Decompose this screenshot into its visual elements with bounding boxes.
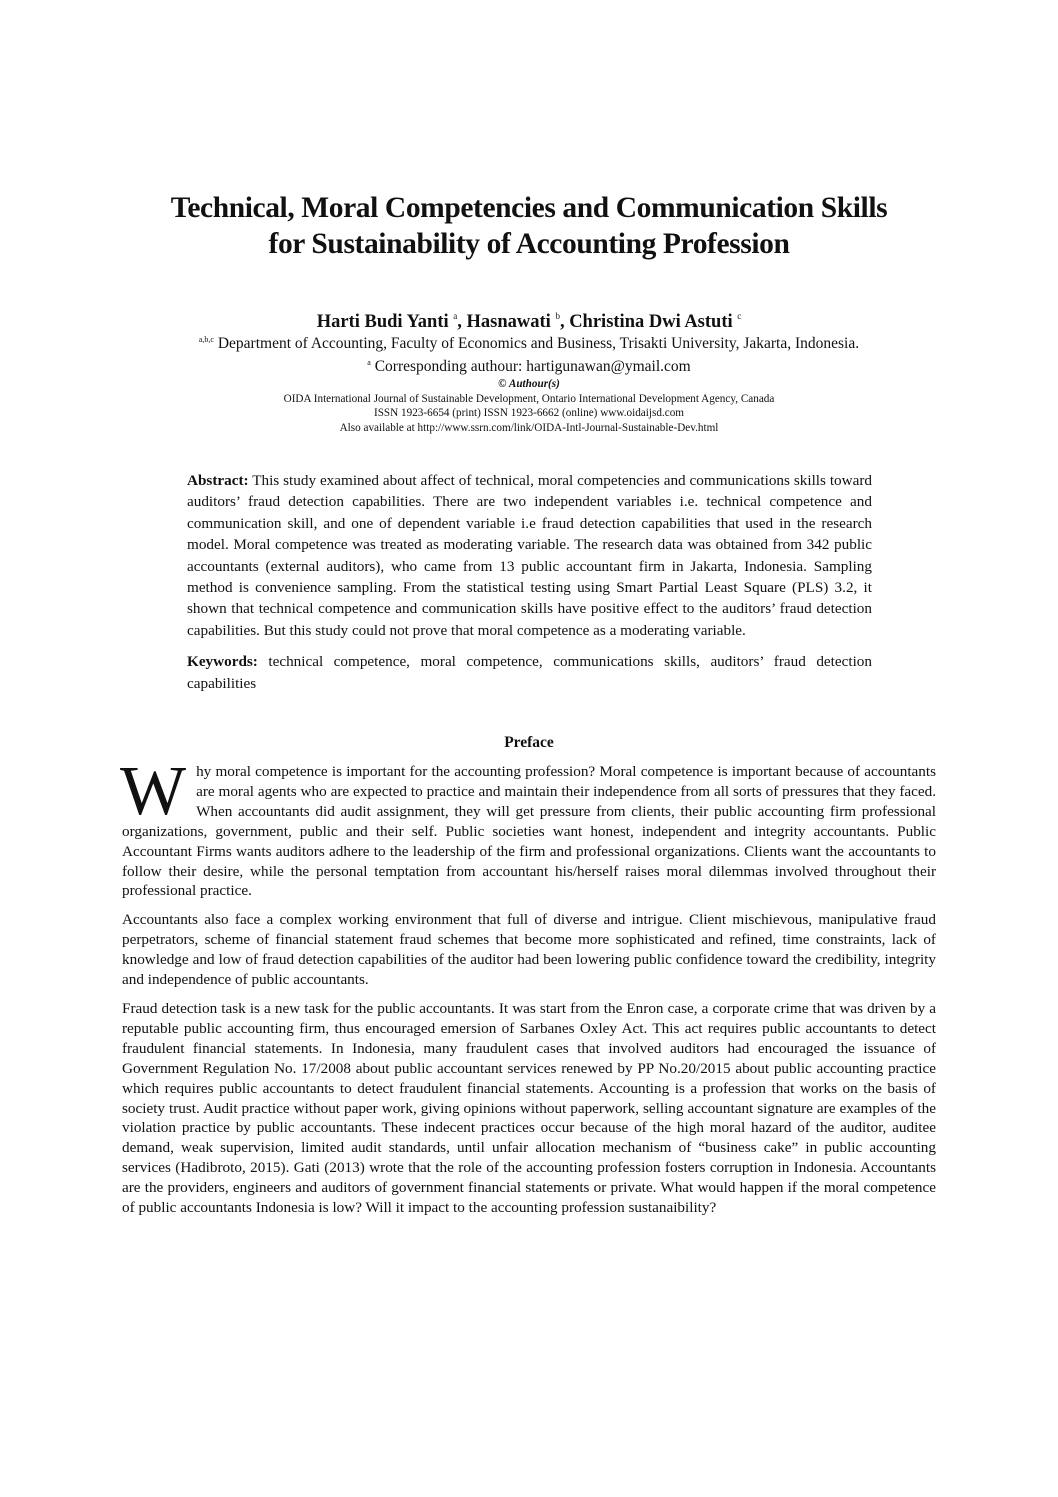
affiliation-superscript: a,b,c [198, 335, 214, 344]
author-separator: , [559, 312, 570, 332]
journal-name: OIDA International Journal of Sustainable Development, Ontario International Development Agency, Canada [283, 392, 775, 405]
keywords-label: Keywords: [187, 653, 258, 671]
abstract-paragraph [187, 470, 872, 641]
author-name: Hasnawati [466, 312, 551, 332]
affiliation-line [100, 330, 958, 353]
title-line-2: for Sustainability of Accounting Profession [268, 228, 790, 260]
corresponding-superscript: a [367, 358, 371, 367]
section-heading-preface: Preface [504, 734, 554, 751]
availability-link[interactable]: Also available at http://www.ssrn.com/link/OIDA-Intl-Journal-Sustainable-Dev.html [339, 421, 719, 434]
author-affiliation [100, 330, 958, 376]
abstract-section [187, 470, 872, 694]
author-name: Christina Dwi Astuti [569, 312, 733, 332]
paper-title [100, 190, 958, 262]
keywords-text: technical competence, moral competence, communications skills, auditors’ fraud detection capabilities [187, 653, 872, 692]
preface-body [120, 753, 936, 1227]
author-superscript: c [737, 311, 742, 321]
author-list [100, 305, 958, 333]
publication-info [150, 377, 908, 435]
abstract-label: Abstract: [187, 472, 249, 489]
body-paragraph: Accountants also face a complex working environment that full of diverse and intrigue. Client mischievous, manipulative fraud perpetrators, scheme of financial statement fraud schemes that become more sophisticated and refined, time constraints, lack of knowledge and low of fraud detection capabilities of the auditor had been lowering public confidence toward the credibility, integrity and independence of public accountants. [122, 911, 936, 989]
corresponding-author-line [100, 353, 958, 376]
drop-cap-letter: W [120, 753, 187, 830]
copyright-notice: © Authour(s) [498, 378, 560, 390]
keywords-paragraph [187, 651, 872, 694]
abstract-text: This study examined about affect of technical, moral competencies and communications skills toward auditors’ fraud detection capabilities. There are two independent variables i.e. technical competence and communication skill, and one of dependent variable i.e fraud detection capabilities that used in the research model. Moral competence was treated as moderating variable. The research data was obtained from 342 public accountants (external auditors), who came from 13 public accountant firm in Jakarta, Indonesia. Sampling method is convenience sampling. From the statistical testing using Smart Partial Least Square (PLS) 3.2, it shown that technical competence and communication skills have positive effect to the auditors’ fraud detection capabilities. But this study could not prove that moral competence as a moderating variable. [187, 472, 872, 639]
author-superscript: a [453, 311, 458, 321]
author-separator: , [457, 312, 467, 332]
title-line-1: Technical, Moral Competencies and Communication Skills [170, 192, 888, 224]
body-paragraph: Fraud detection task is a new task for the public accountants. It was start from the Enron case, a corporate crime that was driven by a reputable public accounting firm, thus encouraged emersion of Sarbanes Oxley Act. This act requires public accountants to detect fraudulent financial statements. In Indonesia, many fraudulent cases that involved auditors had encouraged the issuance of Government Regulation No. 17/2008 about public accountant services renewed by PP No.20/2015 about public accounting practice which requires public accountants to detect fraudulent financial statements. Accounting is a profession that works on the basis of society trust. Audit practice without paper work, giving opinions without paperwork, selling accountant signature are examples of the violation practice by public accountants. These indecent practices occur because of the high moral hazard of the auditor, auditee demand, weak supervision, limited audit standards, until unfair allocation mechanism of “business cake” in public accounting services (Hadibroto, 2015). Gati (2013) wrote that the role of the accounting profession fosters corruption in Indonesia. Accountants are the providers, engineers and auditors of government financial statements or private. What would happen if the moral competence of public accountants Indonesia is low? Will it impact to the accounting profession sustanaibility? [122, 999, 936, 1217]
corresponding-author-text: Corresponding authour: hartigunawan@ymail.com [370, 358, 691, 375]
body-paragraph [120, 753, 936, 901]
author-superscript: b [555, 311, 560, 321]
affiliation-text: Department of Accounting, Faculty of Economics and Business, Trisakti University, Jakarta, Indonesia. [213, 335, 860, 352]
author-name: Harti Budi Yanti [316, 312, 449, 332]
issn-line: ISSN 1923-6654 (print) ISSN 1923-6662 (online) www.oidaijsd.com [373, 407, 684, 419]
paragraph-text: hy moral competence is important for the accounting profession? Moral competence is important because of accountants are moral agents who are expected to practice and maintain their independence from all sorts of pressures that they faced. When accountants did audit assignment, they will get pressure from clients, their public accounting firm professional organizations, government, public and their self. Public societies want honest, independent and integrity accountants. Public Accountant Firms wants auditors adhere to the leadership of the firm and professional organizations. Clients want the accountants to follow their desire, while the personal temptation from accountant his/herself raises moral dilemmas involved throughout their professional practice. [122, 763, 936, 900]
